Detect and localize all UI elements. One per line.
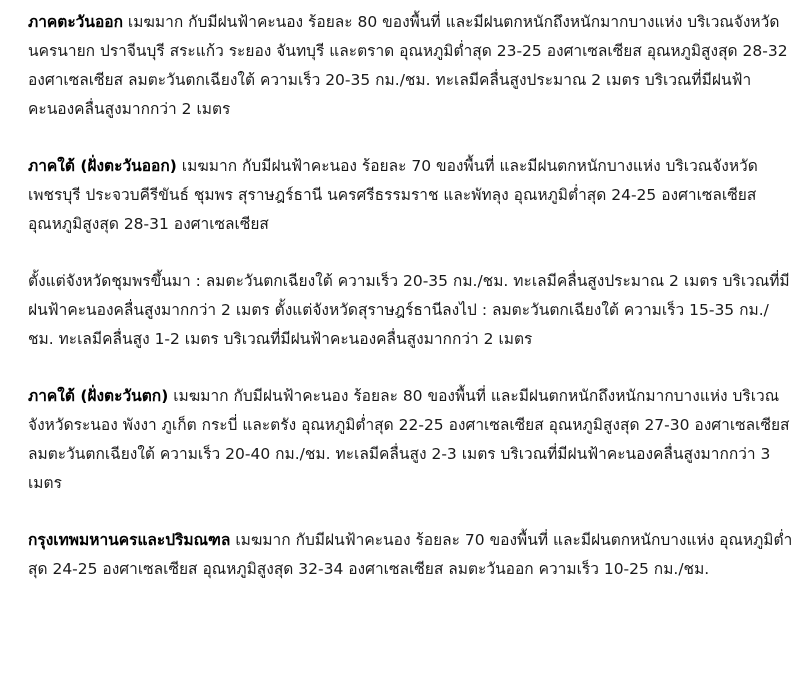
forecast-east-paragraph	[28, 8, 794, 124]
region-heading-south-east-coast: ภาคใต้ (ฝั่งตะวันออก)	[28, 157, 177, 175]
forecast-bangkok-paragraph	[28, 526, 794, 584]
region-heading-bangkok: กรุงเทพมหานครและปริมณฑล	[28, 531, 231, 549]
forecast-south-west-coast-text: เมฆมาก กับมีฝนฟ้าคะนอง ร้อยละ 80 ของพื้นที่ และมีฝนตกหนักถึงหนักมากบางแห่ง บริเวณจังหวัดระนอง พังงา ภูเก็ต กระบี่ และตรัง อุณหภูมิต่ำสุด 22-25 องศาเซลเซียส อุณหภูมิสูงสุด 27-30 องศาเซลเซียส ลมตะวันตกเฉียงใต้ ความเร็ว 20-40 กม./ชม. ทะเลมีคลื่นสูง 2-3 เมตร บริเวณที่มีฝนฟ้าคะนองคลื่นสูงมากกว่า 3 เมตร	[28, 387, 790, 492]
forecast-south-east-coast-paragraph	[28, 152, 794, 239]
forecast-south-east-coast-text: เมฆมาก กับมีฝนฟ้าคะนอง ร้อยละ 70 ของพื้นที่ และมีฝนตกหนักบางแห่ง บริเวณจังหวัดเพชรบุรี ประจวบคีรีขันธ์ ชุมพร สุราษฎร์ธานี นครศรีธรรมราช และพัทลุง อุณหภูมิต่ำสุด 24-25 องศาเซลเซียส อุณหภูมิสูงสุด 28-31 องศาเซลเซียส	[28, 157, 758, 233]
forecast-south-west-coast-paragraph	[28, 382, 794, 498]
forecast-east-text: เมฆมาก กับมีฝนฟ้าคะนอง ร้อยละ 80 ของพื้นที่ และมีฝนตกหนักถึงหนักมากบางแห่ง บริเวณจังหวัดนครนายก ปราจีนบุรี สระแก้ว ระยอง จันทบุรี และตราด อุณหภูมิต่ำสุด 23-25 องศาเซลเซียส อุณหภูมิสูงสุด 28-32 องศาเซลเซียส ลมตะวันตกเฉียงใต้ ความเร็ว 20-35 กม./ชม. ทะเลมีคลื่นสูงประมาณ 2 เมตร บริเวณที่มีฝนฟ้าคะนองคลื่นสูงมากกว่า 2 เมตร	[28, 13, 788, 118]
region-heading-east: ภาคตะวันออก	[28, 13, 123, 31]
forecast-wind-wave-paragraph	[28, 267, 794, 354]
weather-forecast-document	[28, 8, 794, 614]
region-heading-south-west-coast: ภาคใต้ (ฝั่งตะวันตก)	[28, 387, 169, 405]
forecast-bangkok-text: เมฆมาก กับมีฝนฟ้าคะนอง ร้อยละ 70 ของพื้นที่ และมีฝนตกหนักบางแห่ง อุณหภูมิต่ำสุด 24-25 องศาเซลเซียส อุณหภูมิสูงสุด 32-34 องศาเซลเซียส ลมตะวันออก ความเร็ว 10-25 กม./ชม.	[28, 531, 793, 578]
forecast-wind-wave-text: ตั้งแต่จังหวัดชุมพรขึ้นมา : ลมตะวันตกเฉียงใต้ ความเร็ว 20-35 กม./ชม. ทะเลมีคลื่นสูงประมาณ 2 เมตร บริเวณที่มีฝนฟ้าคะนองคลื่นสูงมากกว่า 2 เมตร ตั้งแต่จังหวัดสุราษฎร์ธานีลงไป : ลมตะวันตกเฉียงใต้ ความเร็ว 15-35 กม./ชม. ทะเลมีคลื่นสูง 1-2 เมตร บริเวณที่มีฝนฟ้าคะนองคลื่นสูงมากกว่า 2 เมตร	[28, 272, 790, 348]
